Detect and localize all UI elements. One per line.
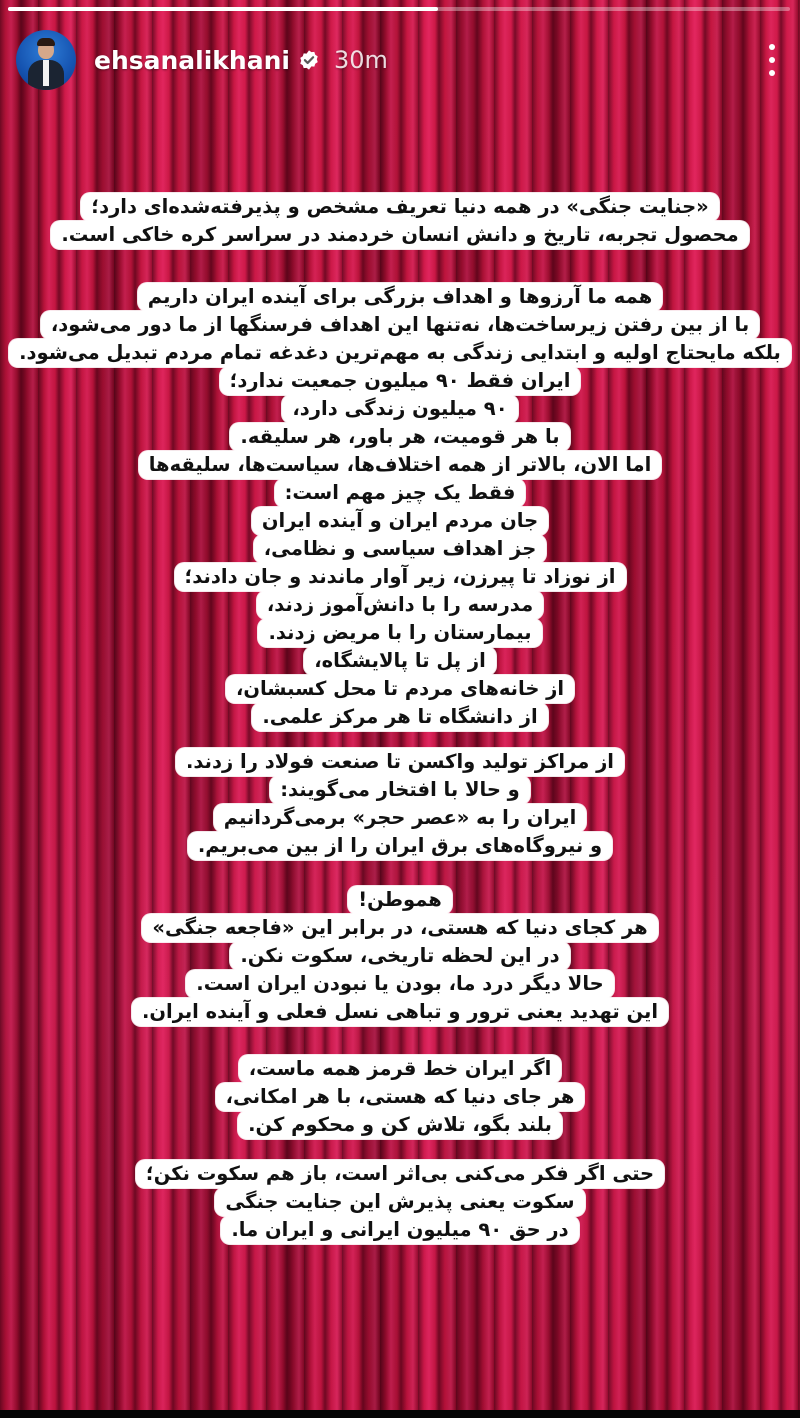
text-line: و نیروگاه‌های برق ایران را از بین می‌بریم. (188, 832, 612, 860)
text-line: و حالا با افتخار می‌گویند: (270, 776, 530, 804)
text-block-2 (0, 283, 800, 731)
text-line: همه ما آرزوها و اهداف بزرگی برای آینده ایران داریم (138, 283, 662, 311)
text-block-4 (0, 886, 800, 1026)
username[interactable]: ehsanalikhani (94, 45, 290, 75)
text-line: از پل تا پالایشگاه، (304, 647, 496, 675)
story-progress-fill (8, 7, 438, 11)
text-line: حتی اگر فکر می‌کنی بی‌اثر است، باز هم سکوت نکن؛ (136, 1160, 664, 1188)
story-progress-bar (8, 7, 790, 11)
text-line: مدرسه را با دانش‌آموز زدند، (257, 591, 543, 619)
post-timestamp: 30m (333, 46, 388, 74)
text-block-1 (0, 193, 800, 249)
text-line: سکوت یعنی پذیرش این جنایت جنگی (215, 1188, 584, 1216)
text-line: با هر قومیت، هر باور، هر سلیقه. (230, 423, 569, 451)
avatar-hair (37, 38, 55, 46)
verified-badge-icon (298, 49, 320, 71)
text-line: این تهدید یعنی ترور و تباهی نسل فعلی و آینده ایران. (132, 998, 668, 1026)
text-line: «جنایت جنگی» در همه دنیا تعریف مشخص و پذیرفته‌شده‌ای دارد؛ (81, 193, 718, 221)
text-line: اما الان، بالاتر از همه اختلاف‌ها، سیاست‌ها، سلیقه‌ها (139, 451, 662, 479)
text-line: با از بین رفتن زیرساخت‌ها، نه‌تنها این اهداف فرسنگها از ما دور می‌شود، (41, 311, 759, 339)
text-line: بلند بگو، تلاش کن و محکوم کن. (238, 1111, 562, 1139)
text-line: جز اهداف سیاسی و نظامی، (254, 535, 546, 563)
text-line: محصول تجربه، تاریخ و دانش انسان خردمند در سراسر کره خاکی است. (51, 221, 748, 249)
avatar[interactable] (16, 30, 76, 90)
avatar-shirt (43, 60, 49, 86)
text-block-3 (0, 748, 800, 860)
text-line: از خانه‌های مردم تا محل کسبشان، (226, 675, 574, 703)
bottom-edge (0, 1410, 800, 1418)
text-line: بلکه مایحتاج اولیه و ابتدایی زندگی به مهم‌ترین دغدغه تمام مردم تبدیل می‌شود. (9, 339, 791, 367)
text-line: فقط یک چیز مهم است: (275, 479, 526, 507)
text-block-5 (0, 1055, 800, 1139)
text-line: از مراکز تولید واکسن تا صنعت فولاد را زدند. (176, 748, 624, 776)
text-line: ایران فقط ۹۰ میلیون جمعیت ندارد؛ (220, 367, 581, 395)
text-line: جان مردم ایران و آینده ایران (252, 507, 548, 535)
story-header (16, 28, 784, 92)
text-line: حالا دیگر درد ما، بودن یا نبودن ایران است. (186, 970, 613, 998)
text-line: هموطن! (348, 886, 452, 914)
text-line: ایران را به «عصر حجر» برمی‌گردانیم (214, 804, 587, 832)
text-line: در این لحظه تاریخی، سکوت نکن. (230, 942, 569, 970)
text-line: از نوزاد تا پیرزن، زیر آوار ماندند و جان دادند؛ (175, 563, 626, 591)
text-line: هر جای دنیا که هستی، با هر امکانی، (216, 1083, 585, 1111)
text-line: ۹۰ میلیون زندگی دارد، (282, 395, 517, 423)
text-line: هر کجای دنیا که هستی، در برابر این «فاجعه جنگی» (142, 914, 657, 942)
text-line: اگر ایران خط قرمز همه ماست، (239, 1055, 562, 1083)
more-vertical-icon[interactable] (760, 40, 784, 80)
text-line: در حق ۹۰ میلیون ایرانی و ایران ما. (221, 1216, 578, 1244)
text-line: بیمارستان را با مریض زدند. (258, 619, 541, 647)
text-line: از دانشگاه تا هر مرکز علمی. (252, 703, 547, 731)
text-block-6 (0, 1160, 800, 1244)
